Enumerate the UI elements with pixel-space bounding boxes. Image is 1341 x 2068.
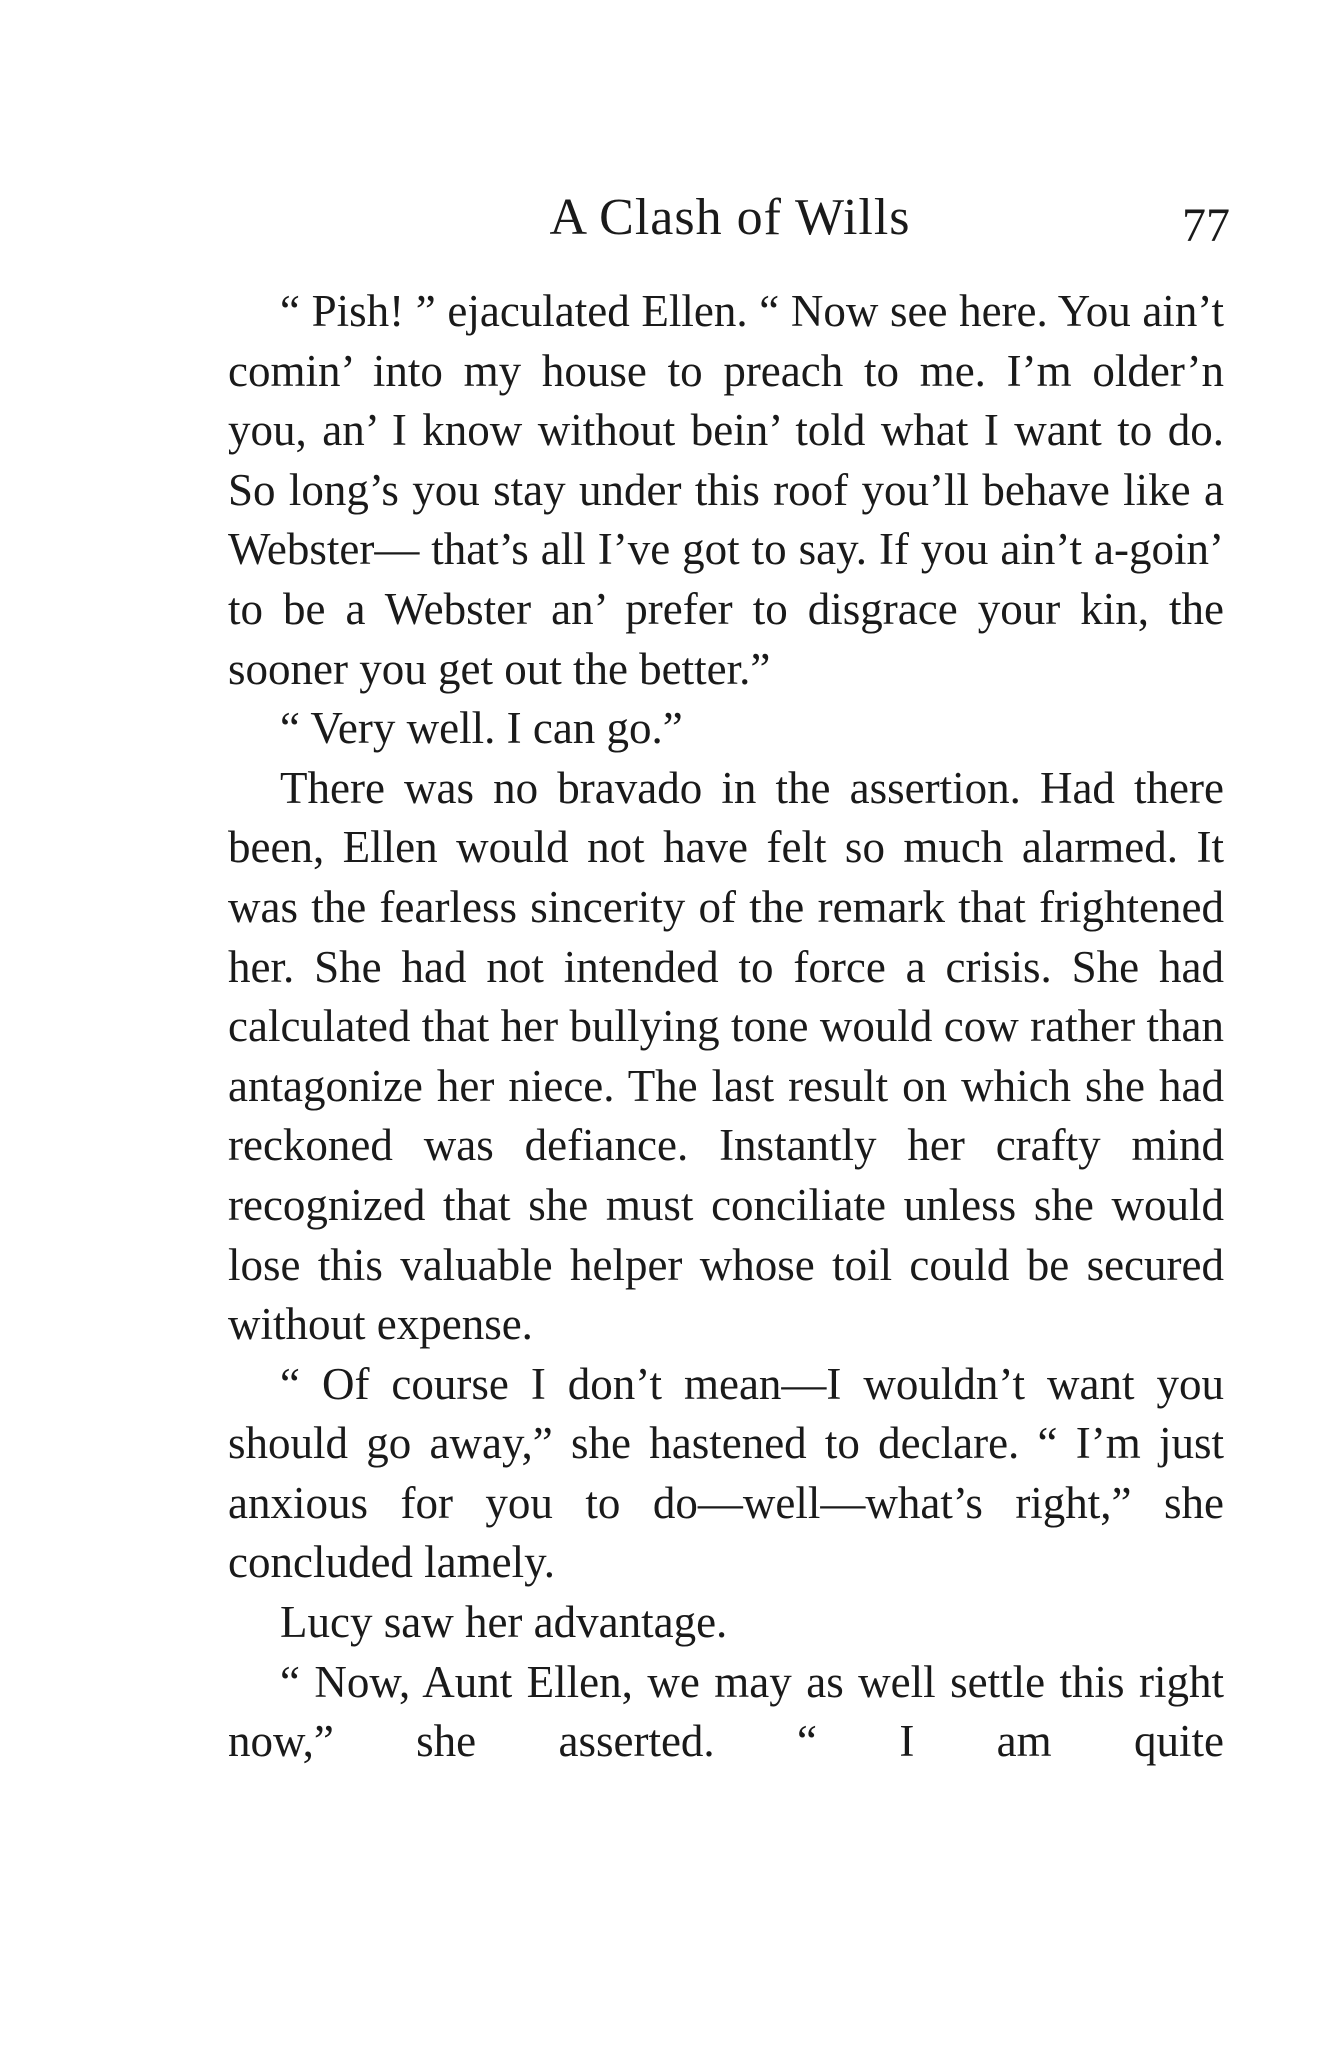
page-body — [228, 282, 1224, 1772]
page-number: 77 — [1182, 199, 1230, 252]
paragraph-lucy-advantage: Lucy saw her advantage. — [280, 1597, 728, 1648]
paragraph-no-bravado: There was no bravado in the assertion. Had there been, Ellen would not have felt so much alarmed. It was the fearless sincerity of the remark that frightened her. She had not intended to force a crisis. She had calculated that her bullying tone would cow rather than antagonize her niece. The last result on which she had reckoned was defiance. Instantly her crafty mind recognized that she must conciliate unless she would lose this valuable helper whose toil could be secured without expense. — [228, 762, 1224, 1350]
paragraph-of-course: “ Of course I don’t mean—I wouldn’t want you should go away,” she hastened to declare. “ I’m just anxious for you to do—well—what’s right,” she concluded lamely. — [228, 1358, 1224, 1588]
paragraph-very-well: “ Very well. I can go.” — [280, 703, 683, 754]
paragraph-now-aunt-ellen: “ Now, Aunt Ellen, we may as well settle this right now,” she asserted. “ I am quite — [228, 1656, 1224, 1767]
paragraph-ellen-pish: “ Pish! ” ejaculated Ellen. “ Now see here. You ain’t comin’ into my house to preach to me. I’m older’n you, an’ I know without bein’ told what I want to do. So long’s you stay under this roof you’ll behave like a Webster— that’s all I’ve got to say. If you ain’t a-goin’ to be a Webster an’ prefer to disgrace your kin, the sooner you get out the better.” — [228, 286, 1224, 694]
running-title: A Clash of Wills — [549, 189, 911, 246]
running-head — [230, 188, 1230, 258]
